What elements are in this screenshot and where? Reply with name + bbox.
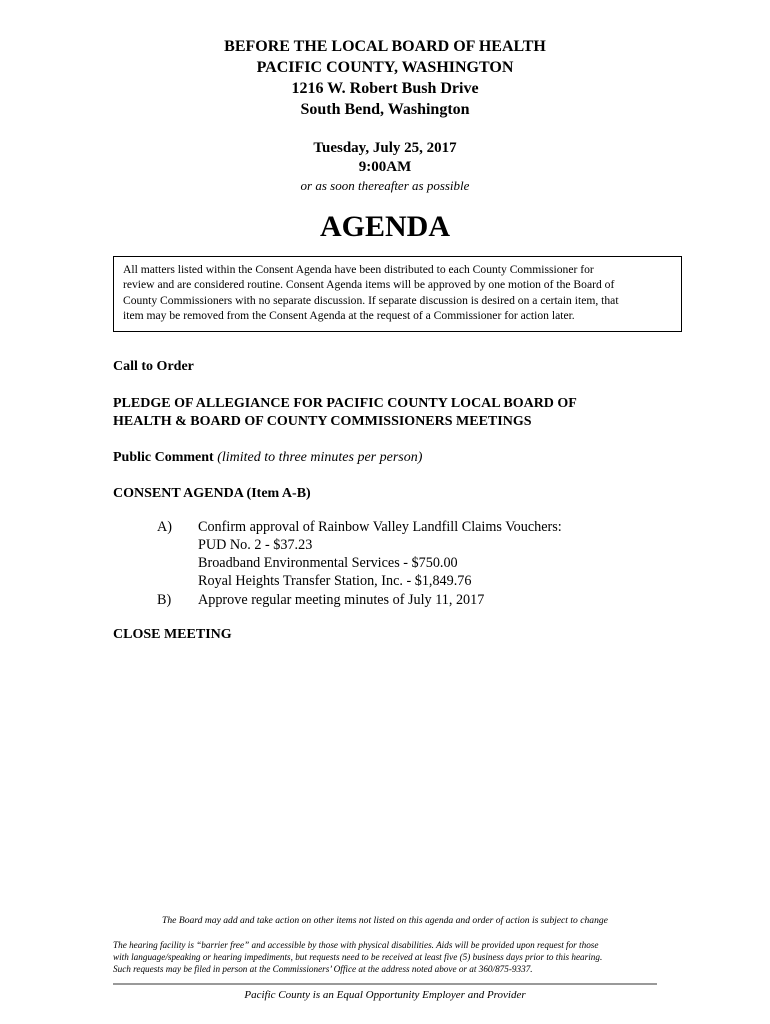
accessibility-line: with language/speaking or hearing impediments, but requests need to be received at least five (5) business days prior to this hearing. (113, 952, 603, 962)
header-city: South Bend, Washington (300, 101, 470, 118)
consent-item-letter: B) (157, 592, 172, 608)
meeting-info (0, 139, 770, 194)
consent-item-line: PUD No. 2 - $37.23 (198, 537, 313, 553)
consent-item-b (198, 591, 484, 609)
header-county: PACIFIC COUNTY, WASHINGTON (256, 59, 514, 76)
page-title: AGENDA (319, 210, 450, 243)
accessibility-note (113, 939, 673, 975)
consent-item-letter: A) (157, 519, 172, 535)
consent-item-line: Broadband Environmental Services - $750.00 (198, 555, 458, 571)
pledge-heading (113, 395, 577, 431)
meeting-date: Tuesday, July 25, 2017 (313, 140, 457, 156)
header-board-name: BEFORE THE LOCAL BOARD OF HEALTH (224, 38, 546, 55)
pledge-heading-line: PLEDGE OF ALLEGIANCE FOR PACIFIC COUNTY LOCAL BOARD OF (113, 396, 577, 411)
notice-line: review and are considered routine. Consent Agenda items will be approved by one motion of the Board of (123, 278, 615, 292)
consent-item-a (198, 518, 562, 590)
consent-item-line: Royal Heights Transfer Station, Inc. - $1,849.76 (198, 573, 472, 589)
public-comment-row (113, 449, 422, 467)
public-comment-heading: Public Comment (113, 450, 214, 465)
accessibility-line: The hearing facility is “barrier free” and accessible by those with physical disabilities. Aids will be provided upon request for those (113, 940, 599, 950)
meeting-time-note: or as soon thereafter as possible (300, 178, 470, 193)
consent-agenda-heading: CONSENT AGENDA (Item A-B) (113, 486, 311, 501)
consent-item-line: Approve regular meeting minutes of July 11, 2017 (198, 592, 485, 608)
public-comment-note: (limited to three minutes per person) (217, 450, 423, 465)
consent-item-line: Confirm approval of Rainbow Valley Landfill Claims Vouchers: (198, 519, 562, 535)
consent-notice-box (113, 256, 682, 332)
close-meeting-heading: CLOSE MEETING (113, 627, 232, 642)
notice-line: All matters listed within the Consent Agenda have been distributed to each County Commissioner for (123, 263, 594, 276)
meeting-time: 9:00AM (358, 159, 412, 175)
header-street-address: 1216 W. Robert Bush Drive (291, 80, 479, 97)
notice-line: County Commissioners with no separate discussion. If separate discussion is desired on a certain item, that (123, 293, 619, 307)
document-header (0, 36, 770, 120)
notice-line: item may be removed from the Consent Agenda at the request of a Commissioner for action later. (123, 309, 575, 323)
pledge-heading-line: HEALTH & BOARD OF COUNTY COMMISSIONERS MEETINGS (113, 414, 532, 429)
call-to-order-heading: Call to Order (113, 359, 194, 374)
equal-opportunity-statement: Pacific County is an Equal Opportunity Employer and Provider (244, 989, 526, 1001)
accessibility-line: Such requests may be filed in person at the Commissioners’ Office at the address noted above or at 360/875-9337. (113, 964, 533, 974)
board-action-note: The Board may add and take action on other items not listed on this agenda and order of action is subject to change (162, 915, 608, 926)
footer-divider (113, 983, 657, 985)
